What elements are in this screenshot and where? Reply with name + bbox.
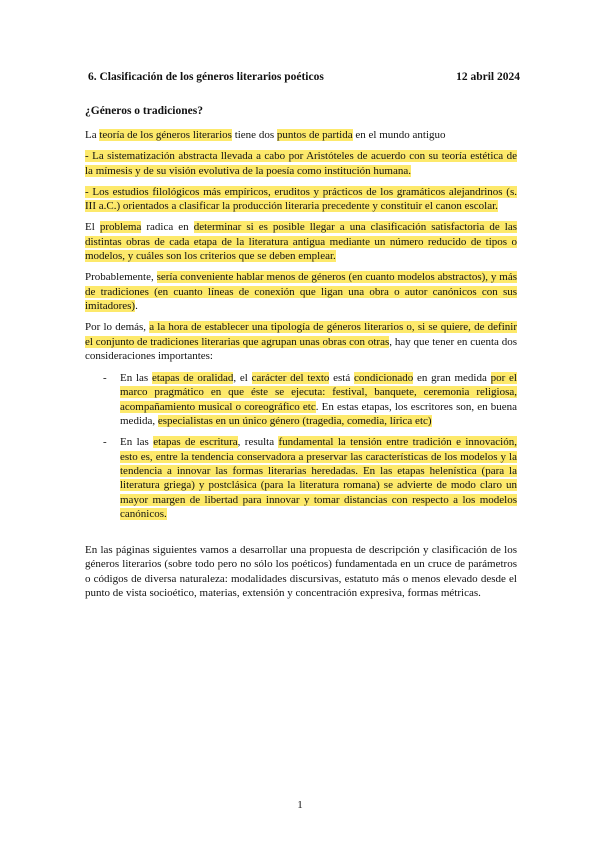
text-segment: . En estas etapas, los escritores son, en buena medida, (120, 400, 517, 428)
highlight: puntos de partida (276, 129, 353, 141)
section-title: 6. Clasificación de los géneros literarios poéticos (88, 71, 324, 83)
highlight: problema (99, 221, 142, 234)
paragraph-problem (85, 220, 517, 263)
highlight: etapas de oralidad (151, 372, 234, 385)
highlight: sería conveniente hablar menos de géneros (en cuanto modelos abstractos), y más de tradiciones (en cuanto líneas de conexión que ligan una obra o autor canónicos con sus imitadores) (85, 271, 517, 312)
highlight: - La sistematización abstracta llevada a cabo por Aristóteles de acuerdo con su teoría estética de la mímesis y de su visión evolutiva de la poesía como institución humana. (85, 150, 517, 177)
considerations-list (85, 371, 517, 521)
text-segment: En las (120, 436, 154, 449)
highlight: por el marco pragmático en que éste se ejecuta: festival, banquete, ceremonia religiosa, acompañamiento musical o coreográfico etc (120, 372, 517, 413)
text-segment: , hay que tener en cuenta dos consideraciones importantes: (85, 335, 517, 362)
header-date: 12 abril 2024 (456, 71, 520, 83)
paragraph-alexandrians (85, 185, 517, 214)
text-segment: Por lo demás, (85, 321, 150, 334)
paragraph-final: En las páginas siguientes vamos a desarrollar una propuesta de descripción y clasificación de los géneros literarios (sobre todo pero no sólo los poéticos) fundamentada en un cruce de parámetros o códigos de diversa naturaleza: modalidades discursivas, estatuto más o menos elevado desde el punto de vista socioético, materias, extensión y concentración expresiva, formas métricas. (85, 544, 517, 600)
bullet-dash: - (103, 436, 107, 449)
text-segment: En las (120, 372, 152, 385)
highlight: carácter del texto (251, 372, 330, 385)
highlight: especialistas en un único género (tragedia, comedia, lírica etc) (157, 415, 432, 428)
paragraph-intro (85, 128, 517, 142)
highlight: condicionado (354, 372, 414, 385)
paragraph-traditions (85, 270, 517, 313)
highlight: fundamental la tensión entre tradición e innovación, esto es, entre la tendencia conservadora a preservar las características de los modelos y la tendencia a innovar las formas literarias heredadas. En las etapas helenística (para la literatura griega) y postclásica (para la literatura romana) se advierte de modo claro un mayor margen de libertad para innovar y tomar distancias con respecto a los modelos canónicos. (120, 436, 517, 520)
list-item-writing (85, 435, 517, 521)
section-subtitle: ¿Géneros o tradiciones? (85, 105, 203, 117)
paragraph-aristotle (85, 149, 517, 178)
document-body (85, 128, 517, 607)
highlight: etapas de escritura (153, 436, 238, 449)
highlight: - Los estudios filológicos más empíricos, eruditos y prácticos de los gramáticos alejandrinos (s. III a.C.) orientados a clasificar la producción literaria precedente y constituir el canon escolar. (85, 185, 517, 213)
text-segment: , resulta (237, 436, 279, 449)
text-segment: El (85, 221, 100, 234)
text-segment: tiene dos (231, 129, 277, 141)
page-number: 1 (297, 799, 303, 811)
text-segment: , el (233, 372, 252, 385)
text-segment: Probablemente, (85, 271, 157, 284)
list-item-orality (85, 371, 517, 428)
bullet-dash: - (103, 372, 107, 385)
paragraph-considerations (85, 320, 517, 363)
page-header (88, 71, 520, 83)
text-segment: en el mundo antiguo (352, 129, 446, 141)
text-segment: La (85, 129, 100, 141)
text-segment: . (135, 299, 138, 312)
highlight: a la hora de establecer una tipología de géneros literarios o, si se quiere, de definir el conjunto de tradiciones literarias que agrupan unas obras con otras (85, 321, 517, 348)
highlight: teoría de los géneros literarios (99, 129, 232, 141)
text-segment: radica en (141, 221, 194, 234)
text-segment: está (329, 372, 354, 385)
highlight: determinar si es posible llegar a una clasificación satisfactoria de las distintas obras de cada etapa de la literatura antigua mediante un número reducido de tipos o modelos, y cuáles son los criterios que se deben emplear. (85, 221, 518, 263)
text-segment: en gran medida (413, 372, 491, 385)
